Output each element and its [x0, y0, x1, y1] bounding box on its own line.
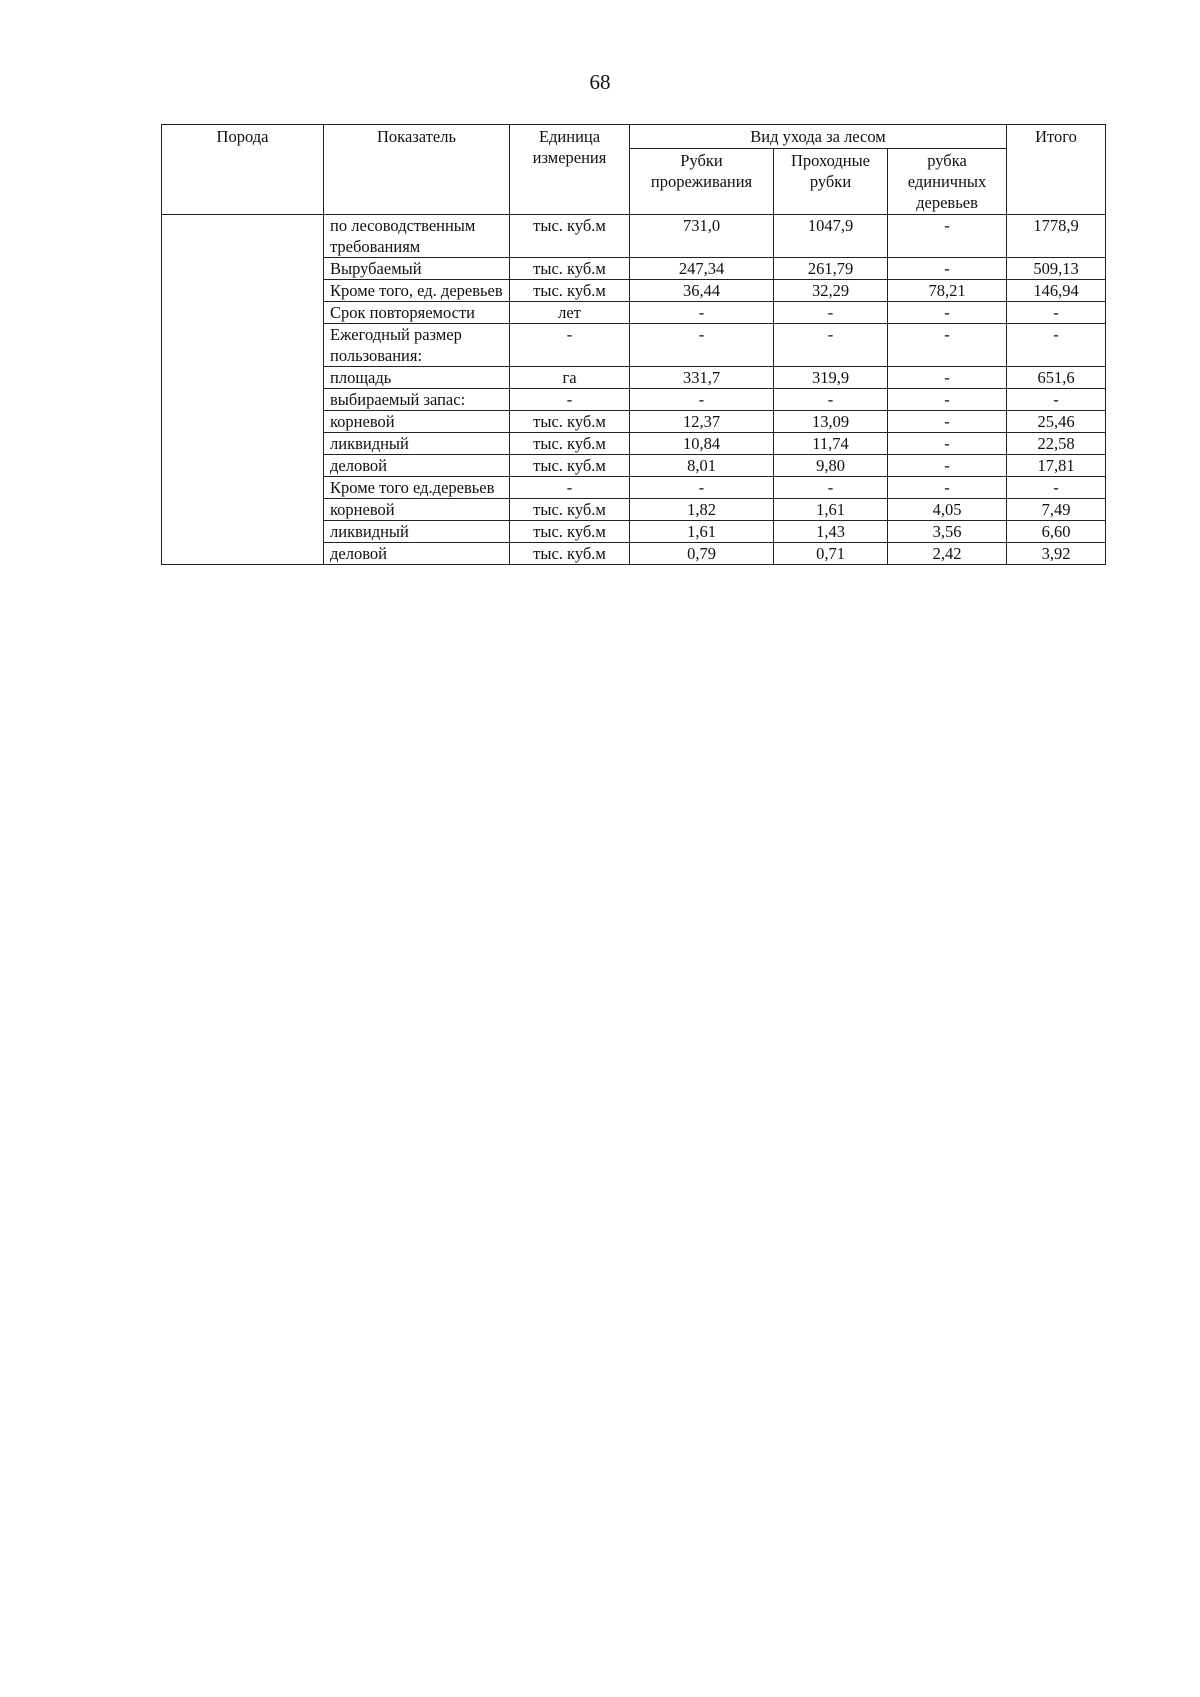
- breed-cell: [162, 215, 324, 565]
- header-breed: Порода: [162, 125, 324, 215]
- header-indicator: Показатель: [324, 125, 510, 215]
- indicator-cell: выбираемый запас:: [324, 389, 510, 411]
- indicator-cell: Кроме того, ед. деревьев: [324, 280, 510, 302]
- unit-cell: -: [510, 324, 630, 367]
- single-trees-value: 4,05: [888, 499, 1007, 521]
- passage-value: -: [774, 477, 888, 499]
- thinning-value: -: [630, 302, 774, 324]
- total-value: 25,46: [1007, 411, 1106, 433]
- total-value: 651,6: [1007, 367, 1106, 389]
- header-unit: Единица измерения: [510, 125, 630, 215]
- total-value: 17,81: [1007, 455, 1106, 477]
- thinning-value: 1,82: [630, 499, 774, 521]
- table-header: [162, 125, 1106, 215]
- total-value: 1778,9: [1007, 215, 1106, 258]
- unit-cell: лет: [510, 302, 630, 324]
- passage-value: -: [774, 389, 888, 411]
- thinning-value: 36,44: [630, 280, 774, 302]
- forest-care-table: [161, 124, 1106, 565]
- indicator-cell: ликвидный: [324, 433, 510, 455]
- thinning-value: 12,37: [630, 411, 774, 433]
- total-value: -: [1007, 477, 1106, 499]
- single-trees-value: -: [888, 324, 1007, 367]
- single-trees-value: -: [888, 302, 1007, 324]
- indicator-cell: Ежегодный размер пользования:: [324, 324, 510, 367]
- passage-value: 1,61: [774, 499, 888, 521]
- table-body: [162, 215, 1106, 565]
- indicator-cell: по лесоводственным требованиям: [324, 215, 510, 258]
- indicator-cell: Вырубаемый: [324, 258, 510, 280]
- total-value: 146,94: [1007, 280, 1106, 302]
- single-trees-value: -: [888, 455, 1007, 477]
- passage-value: 13,09: [774, 411, 888, 433]
- passage-value: 1047,9: [774, 215, 888, 258]
- unit-cell: -: [510, 477, 630, 499]
- unit-cell: тыс. куб.м: [510, 521, 630, 543]
- single-trees-value: -: [888, 258, 1007, 280]
- passage-value: -: [774, 302, 888, 324]
- passage-value: 0,71: [774, 543, 888, 565]
- header-passage: Проходные рубки: [774, 149, 888, 215]
- unit-cell: -: [510, 389, 630, 411]
- total-value: 22,58: [1007, 433, 1106, 455]
- thinning-value: 0,79: [630, 543, 774, 565]
- passage-value: 11,74: [774, 433, 888, 455]
- passage-value: -: [774, 324, 888, 367]
- single-trees-value: -: [888, 411, 1007, 433]
- total-value: 6,60: [1007, 521, 1106, 543]
- thinning-value: 8,01: [630, 455, 774, 477]
- table-row: [162, 215, 1106, 258]
- single-trees-value: 2,42: [888, 543, 1007, 565]
- thinning-value: -: [630, 389, 774, 411]
- single-trees-value: -: [888, 477, 1007, 499]
- indicator-cell: корневой: [324, 411, 510, 433]
- thinning-value: -: [630, 324, 774, 367]
- unit-cell: тыс. куб.м: [510, 543, 630, 565]
- single-trees-value: 3,56: [888, 521, 1007, 543]
- indicator-cell: корневой: [324, 499, 510, 521]
- thinning-value: -: [630, 477, 774, 499]
- thinning-value: 247,34: [630, 258, 774, 280]
- indicator-cell: деловой: [324, 543, 510, 565]
- single-trees-value: -: [888, 389, 1007, 411]
- thinning-value: 1,61: [630, 521, 774, 543]
- unit-cell: тыс. куб.м: [510, 258, 630, 280]
- total-value: 509,13: [1007, 258, 1106, 280]
- single-trees-value: 78,21: [888, 280, 1007, 302]
- header-total: Итого: [1007, 125, 1106, 215]
- header-care-type: Вид ухода за лесом: [630, 125, 1007, 149]
- total-value: 7,49: [1007, 499, 1106, 521]
- total-value: -: [1007, 324, 1106, 367]
- indicator-cell: Срок повторяемости: [324, 302, 510, 324]
- unit-cell: тыс. куб.м: [510, 411, 630, 433]
- header-thinning: Рубки прореживания: [630, 149, 774, 215]
- unit-cell: тыс. куб.м: [510, 455, 630, 477]
- total-value: -: [1007, 389, 1106, 411]
- unit-cell: тыс. куб.м: [510, 433, 630, 455]
- total-value: -: [1007, 302, 1106, 324]
- single-trees-value: -: [888, 367, 1007, 389]
- indicator-cell: Кроме того ед.деревьев: [324, 477, 510, 499]
- thinning-value: 731,0: [630, 215, 774, 258]
- page-number: 68: [589, 70, 611, 94]
- passage-value: 1,43: [774, 521, 888, 543]
- header-single-trees: рубка единичных деревьев: [888, 149, 1007, 215]
- passage-value: 32,29: [774, 280, 888, 302]
- single-trees-value: -: [888, 433, 1007, 455]
- indicator-cell: ликвидный: [324, 521, 510, 543]
- unit-cell: тыс. куб.м: [510, 280, 630, 302]
- indicator-cell: деловой: [324, 455, 510, 477]
- passage-value: 319,9: [774, 367, 888, 389]
- passage-value: 9,80: [774, 455, 888, 477]
- unit-cell: га: [510, 367, 630, 389]
- total-value: 3,92: [1007, 543, 1106, 565]
- passage-value: 261,79: [774, 258, 888, 280]
- single-trees-value: -: [888, 215, 1007, 258]
- thinning-value: 10,84: [630, 433, 774, 455]
- unit-cell: тыс. куб.м: [510, 215, 630, 258]
- unit-cell: тыс. куб.м: [510, 499, 630, 521]
- thinning-value: 331,7: [630, 367, 774, 389]
- indicator-cell: площадь: [324, 367, 510, 389]
